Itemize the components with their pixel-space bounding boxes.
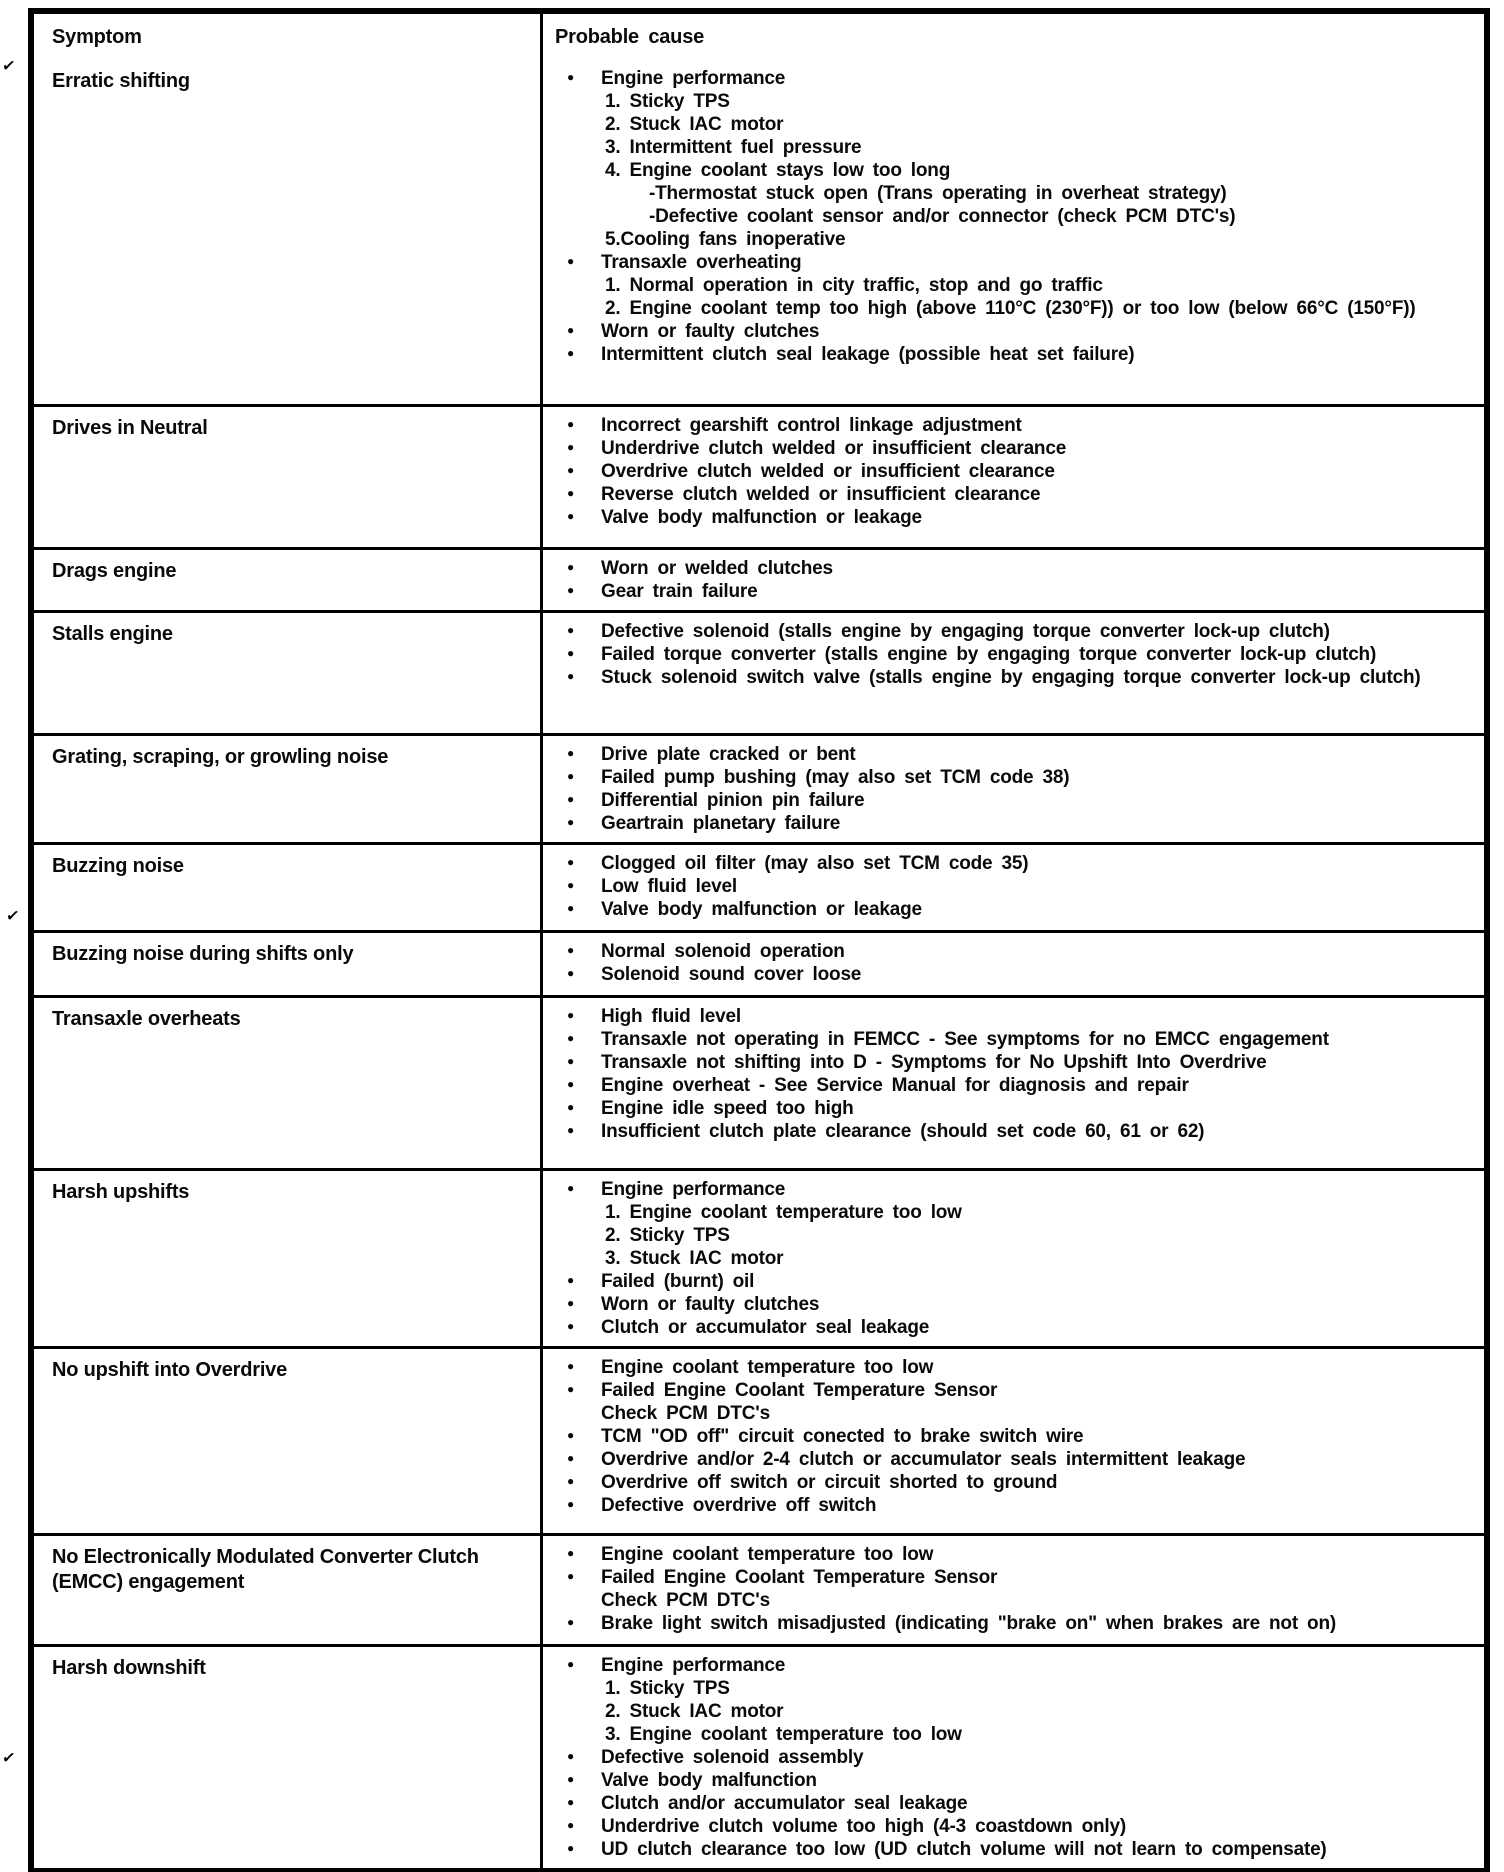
symptom-label: Buzzing noise (52, 855, 184, 877)
symptom-label: No Electronically Modulated Converter Clutch (EMCC) engagement (52, 1546, 479, 1593)
cause-item (555, 343, 1472, 366)
cause-subitem (555, 136, 1472, 159)
table-header-row (34, 14, 1484, 60)
bullet-icon: ● (567, 509, 575, 523)
cause-item (555, 812, 1472, 835)
bullet-icon: ● (567, 1077, 575, 1091)
cause-item (555, 666, 1472, 689)
bullet-icon: ● (567, 70, 575, 84)
cause-text: Overdrive clutch welded or insufficient clearance (601, 461, 1055, 482)
cause-text: Transaxle not shifting into D - Symptoms for No Upshift Into Overdrive (601, 1052, 1267, 1073)
cause-cell (543, 1647, 1484, 1868)
cause-item (555, 557, 1472, 580)
cause-text: Defective solenoid assembly (601, 1747, 864, 1768)
bullet-icon: ● (567, 1795, 575, 1809)
cause-text: Stuck solenoid switch valve (stalls engine by engaging torque converter lock-up clutch) (601, 667, 1421, 688)
cause-text: Worn or welded clutches (601, 558, 833, 579)
cause-cell (543, 60, 1484, 404)
bullet-icon: ● (567, 1615, 575, 1629)
symptom-label: No upshift into Overdrive (52, 1359, 288, 1381)
symptom-label: Harsh upshifts (52, 1181, 190, 1203)
cause-subitem (555, 274, 1472, 297)
bullet-icon: ● (567, 254, 575, 268)
cause-cell (543, 407, 1484, 547)
bullet-icon: ● (567, 1428, 575, 1442)
bullet-icon: ● (567, 855, 575, 869)
bullet-icon: ● (567, 769, 575, 783)
cause-text: Clogged oil filter (may also set TCM code 35) (601, 853, 1029, 874)
cause-text: TCM "OD off" circuit conected to brake switch wire (601, 1426, 1084, 1447)
cause-item (555, 1654, 1472, 1677)
bullet-icon: ● (567, 1100, 575, 1114)
bullet-icon: ● (567, 1497, 575, 1511)
bullet-icon: ● (567, 1359, 575, 1373)
cause-subitem (555, 1402, 1472, 1425)
cause-text: Failed (burnt) oil (601, 1271, 755, 1292)
cause-item (555, 1566, 1472, 1589)
symptom-label: Drags engine (52, 560, 177, 582)
cause-text: Clutch and/or accumulator seal leakage (601, 1793, 968, 1814)
table-row (34, 1533, 1484, 1644)
cause-cell (543, 1349, 1484, 1533)
cause-subitem (555, 1201, 1472, 1224)
cause-item (555, 1494, 1472, 1517)
bullet-icon: ● (567, 1054, 575, 1068)
bullet-icon: ● (567, 1031, 575, 1045)
bullet-icon: ● (567, 417, 575, 431)
bullet-icon: ● (567, 1181, 575, 1195)
cause-text: Defective solenoid (stalls engine by engaging torque converter lock-up clutch) (601, 621, 1330, 642)
cause-text: Check PCM DTC's (601, 1403, 770, 1424)
cause-item (555, 1379, 1472, 1402)
cause-item (555, 483, 1472, 506)
cause-text: Check PCM DTC's (601, 1590, 770, 1611)
cause-item (555, 1838, 1472, 1861)
cause-item (555, 1028, 1472, 1051)
cause-item (555, 1097, 1472, 1120)
symptom-label: Transaxle overheats (52, 1008, 241, 1030)
cause-text: Failed torque converter (stalls engine by engaging torque converter lock-up clutch) (601, 644, 1377, 665)
bullet-icon: ● (567, 1749, 575, 1763)
cause-item (555, 580, 1472, 603)
cause-item (555, 1746, 1472, 1769)
bullet-icon: ● (567, 1841, 575, 1855)
cause-text: 2. Engine coolant temp too high (above 110°C (230°F)) or too low (below 66°C (150°F)) (605, 298, 1416, 319)
cause-item (555, 766, 1472, 789)
cause-subitem (555, 1677, 1472, 1700)
bullet-icon: ● (567, 486, 575, 500)
cause-subitem (555, 205, 1472, 228)
cause-text: Reverse clutch welded or insufficient clearance (601, 484, 1041, 505)
cause-text: Brake light switch misadjusted (indicating "brake on" when brakes are not on) (601, 1613, 1336, 1634)
cause-item (555, 1543, 1472, 1566)
symptom-header-label: Symptom (52, 25, 142, 48)
symptom-cell (34, 60, 543, 404)
pen-tick-mark: ✓ (4, 907, 21, 926)
symptom-label: Stalls engine (52, 623, 173, 645)
bullet-icon: ● (567, 901, 575, 915)
table-row (34, 995, 1484, 1168)
cause-text: Failed Engine Coolant Temperature Sensor (601, 1567, 998, 1588)
symptom-table (28, 8, 1490, 1872)
bullet-icon: ● (567, 669, 575, 683)
cause-item (555, 743, 1472, 766)
bullet-icon: ● (567, 966, 575, 980)
cause-subitem (555, 297, 1472, 320)
cause-text: 1. Sticky TPS (605, 91, 730, 112)
cause-cell (543, 998, 1484, 1168)
cause-text: Engine idle speed too high (601, 1098, 854, 1119)
symptom-cell (34, 998, 543, 1168)
cause-subitem (555, 1700, 1472, 1723)
bullet-icon: ● (567, 346, 575, 360)
cause-subitem (555, 182, 1472, 205)
table-row (34, 733, 1484, 842)
cause-text: Worn or faulty clutches (601, 1294, 820, 1315)
cause-text: Intermittent clutch seal leakage (possible heat set failure) (601, 344, 1135, 365)
pen-tick-mark: ✓ (0, 1749, 17, 1768)
cause-text: Underdrive clutch welded or insufficient clearance (601, 438, 1067, 459)
bullet-icon: ● (567, 583, 575, 597)
bullet-icon: ● (567, 1451, 575, 1465)
bullet-icon: ● (567, 1569, 575, 1583)
table-row (34, 1346, 1484, 1533)
cause-text: High fluid level (601, 1006, 741, 1027)
bullet-icon: ● (567, 792, 575, 806)
cause-text: Engine coolant temperature too low (601, 1357, 934, 1378)
cause-text: Solenoid sound cover loose (601, 964, 862, 985)
cause-cell (543, 736, 1484, 842)
cause-item (555, 1293, 1472, 1316)
cause-item (555, 1448, 1472, 1471)
cause-text: Underdrive clutch volume too high (4-3 coastdown only) (601, 1816, 1126, 1837)
cause-text: 1. Sticky TPS (605, 1678, 730, 1699)
bullet-icon: ● (567, 1008, 575, 1022)
cause-text: Low fluid level (601, 876, 737, 897)
cause-text: Engine performance (601, 68, 786, 89)
cause-item (555, 1425, 1472, 1448)
table-row (34, 1644, 1484, 1868)
cause-text: Valve body malfunction or leakage (601, 899, 922, 920)
cause-subitem (555, 228, 1472, 251)
cause-cell (543, 613, 1484, 733)
cause-text: Worn or faulty clutches (601, 321, 820, 342)
table-row (34, 60, 1484, 404)
cause-item (555, 414, 1472, 437)
bullet-icon: ● (567, 1818, 575, 1832)
cause-text: Engine performance (601, 1179, 786, 1200)
symptom-cell (34, 1647, 543, 1868)
probable-cause-header-label: Probable cause (555, 25, 705, 48)
cause-subitem (555, 159, 1472, 182)
bullet-icon: ● (567, 1273, 575, 1287)
cause-item (555, 940, 1472, 963)
cause-item (555, 1178, 1472, 1201)
symptom-cell (34, 407, 543, 547)
cause-item (555, 1612, 1472, 1635)
bullet-icon: ● (567, 1319, 575, 1333)
bullet-icon: ● (567, 746, 575, 760)
cause-text: Overdrive and/or 2-4 clutch or accumulator seals intermittent leakage (601, 1449, 1246, 1470)
cause-text: 4. Engine coolant stays low too long (605, 160, 951, 181)
cause-cell (543, 845, 1484, 930)
cause-item (555, 1815, 1472, 1838)
cause-item (555, 437, 1472, 460)
bullet-icon: ● (567, 646, 575, 660)
cause-text: Clutch or accumulator seal leakage (601, 1317, 930, 1338)
bullet-icon: ● (567, 1474, 575, 1488)
bullet-icon: ● (567, 1772, 575, 1786)
cause-cell (543, 1171, 1484, 1346)
cause-subitem (555, 1723, 1472, 1746)
cause-cell (543, 933, 1484, 995)
cause-item (555, 1471, 1472, 1494)
table-row (34, 610, 1484, 733)
cause-text: Valve body malfunction or leakage (601, 507, 922, 528)
symptom-label: Erratic shifting (52, 70, 190, 92)
cause-item (555, 1316, 1472, 1339)
cause-subitem (555, 90, 1472, 113)
cause-text: 3. Stuck IAC motor (605, 1248, 784, 1269)
bullet-icon: ● (567, 1546, 575, 1560)
cause-text: -Defective coolant sensor and/or connector (check PCM DTC's) (649, 206, 1236, 227)
bullet-icon: ● (567, 943, 575, 957)
cause-item (555, 1120, 1472, 1143)
bullet-icon: ● (567, 323, 575, 337)
bullet-icon: ● (567, 1382, 575, 1396)
cause-text: Overdrive off switch or circuit shorted to ground (601, 1472, 1058, 1493)
cause-item (555, 1792, 1472, 1815)
bullet-icon: ● (567, 1296, 575, 1310)
cause-text: Failed Engine Coolant Temperature Sensor (601, 1380, 998, 1401)
cause-text: Differential pinion pin failure (601, 790, 865, 811)
cause-item (555, 1769, 1472, 1792)
cause-subitem (555, 1589, 1472, 1612)
table-body (34, 60, 1484, 1868)
bullet-icon: ● (567, 815, 575, 829)
cause-item (555, 67, 1472, 90)
symptom-cell (34, 1171, 543, 1346)
cause-item (555, 506, 1472, 529)
cause-subitem (555, 1224, 1472, 1247)
cause-item (555, 320, 1472, 343)
cause-text: Geartrain planetary failure (601, 813, 841, 834)
symptom-cell (34, 845, 543, 930)
cause-item (555, 898, 1472, 921)
table-row (34, 404, 1484, 547)
cause-text: Transaxle overheating (601, 252, 802, 273)
cause-item (555, 1051, 1472, 1074)
symptom-header-cell (34, 14, 543, 60)
cause-subitem (555, 113, 1472, 136)
bullet-icon: ● (567, 463, 575, 477)
cause-text: 1. Engine coolant temperature too low (605, 1202, 962, 1223)
cause-text: UD clutch clearance too low (UD clutch volume will not learn to compensate) (601, 1839, 1327, 1860)
cause-text: Drive plate cracked or bent (601, 744, 856, 765)
table-row (34, 1168, 1484, 1346)
cause-text: Incorrect gearshift control linkage adjustment (601, 415, 1022, 436)
bullet-icon: ● (567, 1657, 575, 1671)
cause-text: -Thermostat stuck open (Trans operating in overheat strategy) (649, 183, 1227, 204)
cause-text: Engine coolant temperature too low (601, 1544, 934, 1565)
cause-text: 2. Sticky TPS (605, 1225, 730, 1246)
cause-text: Valve body malfunction (601, 1770, 817, 1791)
cause-text: 5.Cooling fans inoperative (605, 229, 846, 250)
symptom-label: Buzzing noise during shifts only (52, 943, 354, 965)
bullet-icon: ● (567, 623, 575, 637)
cause-cell (543, 1536, 1484, 1644)
cause-text: 1. Normal operation in city traffic, stop and go traffic (605, 275, 1103, 296)
table-row (34, 547, 1484, 610)
cause-item (555, 852, 1472, 875)
bullet-icon: ● (567, 878, 575, 892)
cause-text: Engine performance (601, 1655, 786, 1676)
cause-text: Insufficient clutch plate clearance (should set code 60, 61 or 62) (601, 1121, 1205, 1142)
cause-text: Defective overdrive off switch (601, 1495, 877, 1516)
cause-text: 2. Stuck IAC motor (605, 114, 784, 135)
cause-text: Normal solenoid operation (601, 941, 845, 962)
cause-item (555, 1356, 1472, 1379)
cause-item (555, 1005, 1472, 1028)
cause-text: 3. Intermittent fuel pressure (605, 137, 862, 158)
cause-text: 3. Engine coolant temperature too low (605, 1724, 962, 1745)
symptom-cell (34, 736, 543, 842)
cause-text: 2. Stuck IAC motor (605, 1701, 784, 1722)
symptom-cell (34, 613, 543, 733)
cause-item (555, 1074, 1472, 1097)
symptom-label: Harsh downshift (52, 1657, 206, 1679)
bullet-icon: ● (567, 1123, 575, 1137)
cause-item (555, 643, 1472, 666)
cause-text: Engine overheat - See Service Manual for diagnosis and repair (601, 1075, 1189, 1096)
cause-item (555, 251, 1472, 274)
cause-cell (543, 550, 1484, 610)
bullet-icon: ● (567, 560, 575, 574)
symptom-cell (34, 1536, 543, 1644)
bullet-icon: ● (567, 440, 575, 454)
probable-cause-header-cell (543, 14, 1484, 60)
cause-item (555, 875, 1472, 898)
symptom-cell (34, 933, 543, 995)
cause-item (555, 1270, 1472, 1293)
cause-text: Transaxle not operating in FEMCC - See symptoms for no EMCC engagement (601, 1029, 1329, 1050)
cause-item (555, 963, 1472, 986)
symptom-cell (34, 550, 543, 610)
table-row (34, 930, 1484, 995)
cause-item (555, 620, 1472, 643)
cause-item (555, 789, 1472, 812)
table-row (34, 842, 1484, 930)
cause-subitem (555, 1247, 1472, 1270)
symptom-label: Drives in Neutral (52, 417, 208, 439)
cause-text: Failed pump bushing (may also set TCM code 38) (601, 767, 1070, 788)
symptom-cell (34, 1349, 543, 1533)
symptom-label: Grating, scraping, or growling noise (52, 746, 389, 768)
cause-text: Gear train failure (601, 581, 758, 602)
cause-item (555, 460, 1472, 483)
pen-tick-mark: ✓ (0, 57, 17, 76)
